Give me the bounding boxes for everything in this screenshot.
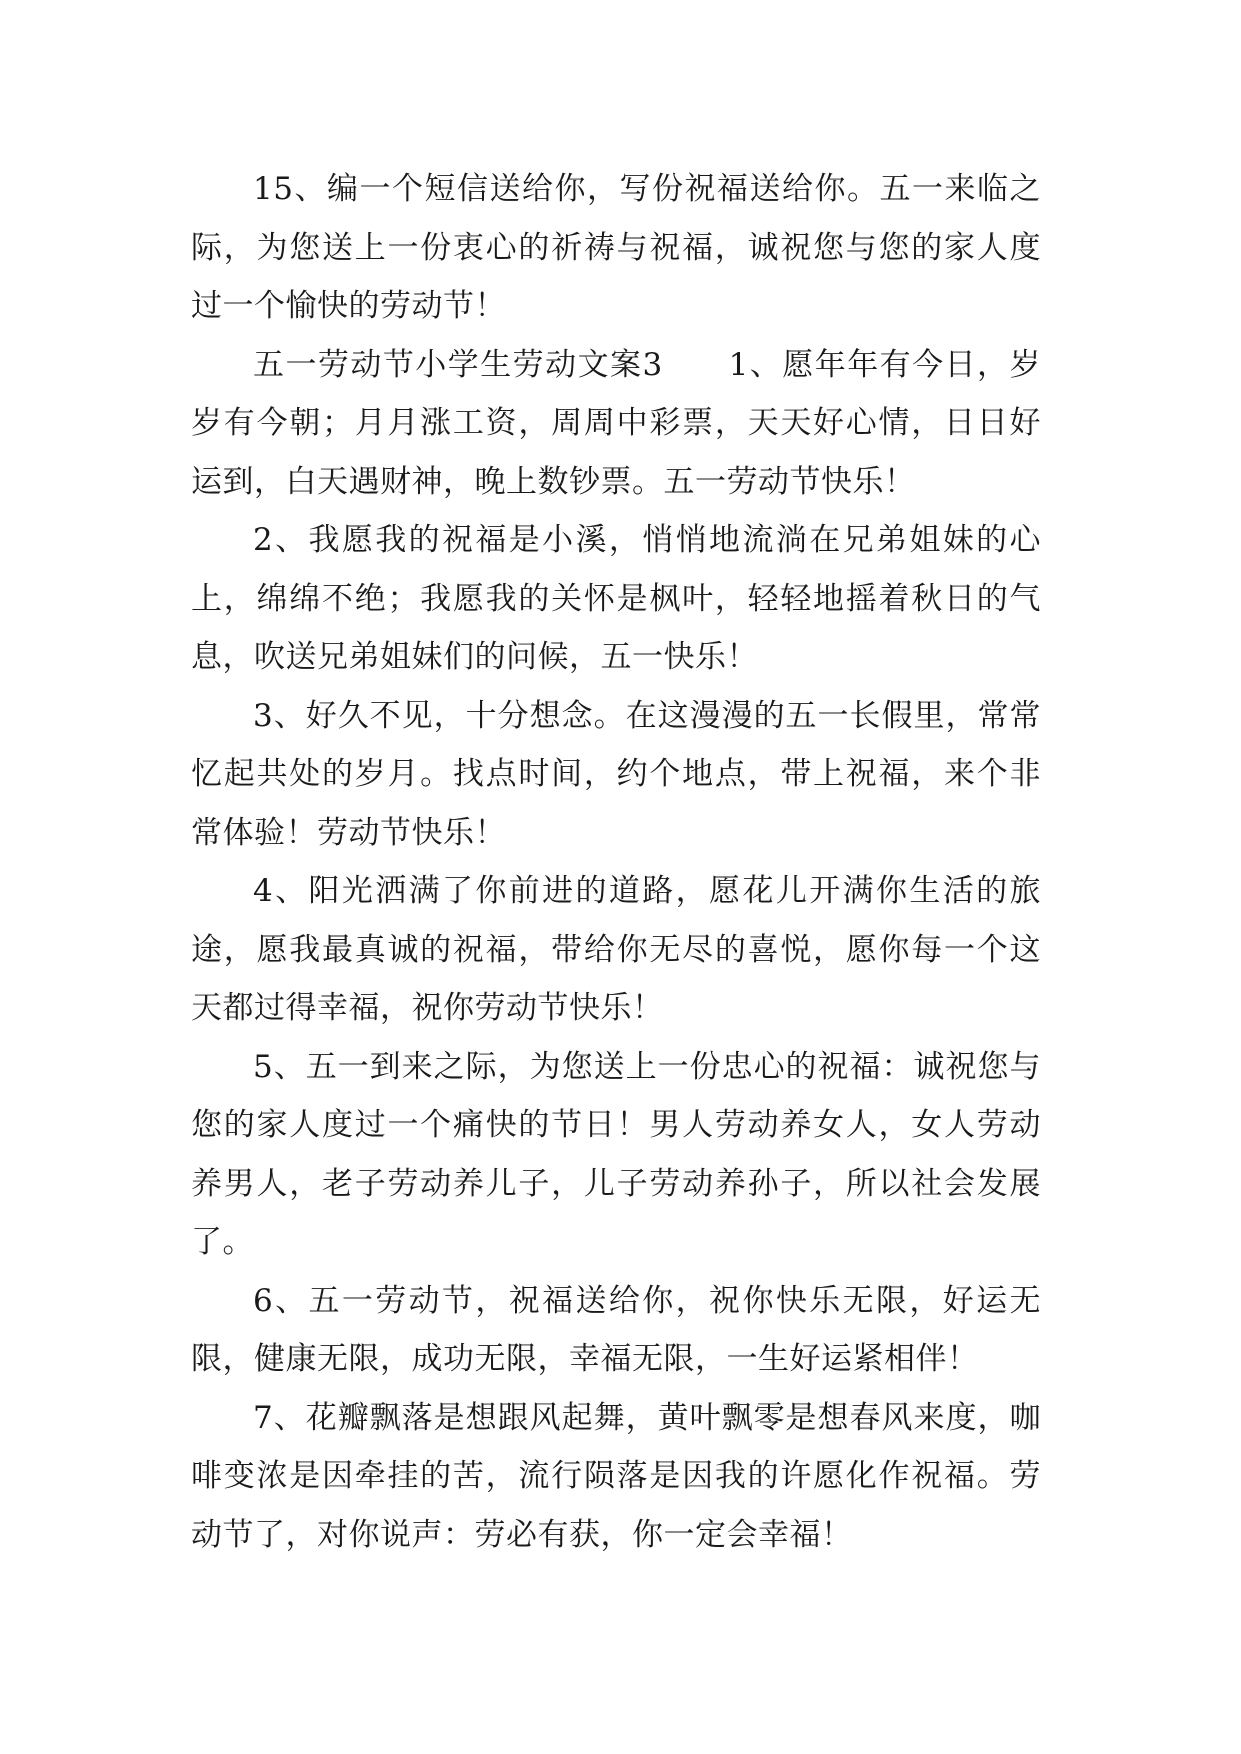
paragraph-item-6: 6、五一劳动节，祝福送给你，祝你快乐无限，好运无限，健康无限，成功无限，幸福无限，一生好运紧相伴！ bbox=[191, 1282, 1041, 1377]
paragraph-15: 15、编一个短信送给你，写份祝福送给你。五一来临之际，为您送上一份衷心的祈祷与祝福，诚祝您与您的家人度过一个愉快的劳动节！ bbox=[191, 171, 1041, 324]
paragraph-item-7: 7、花瓣飘落是想跟风起舞，黄叶飘零是想春风来度，咖啡变浓是因牵挂的苦，流行陨落是因我的许愿化作祝福。劳动节了，对你说声：劳必有获，你一定会幸福！ bbox=[191, 1399, 1041, 1553]
paragraph-item-4: 4、阳光洒满了你前进的道路，愿花儿开满你生活的旅途，愿我最真诚的祝福，带给你无尽的喜悦，愿你每一个这天都过得幸福，祝你劳动节快乐！ bbox=[191, 873, 1041, 1026]
paragraph-item-3: 3、好久不见，十分想念。在这漫漫的五一长假里，常常忆起共处的岁月。找点时间，约个地点，带上祝福，来个非常体验！劳动节快乐！ bbox=[191, 697, 1041, 851]
paragraph-item-5: 5、五一到来之际，为您送上一份忠心的祝福：诚祝您与您的家人度过一个痛快的节日！男人劳动养女人，女人劳动养男人，老子劳动养儿子，儿子劳动养孙子，所以社会发展了。 bbox=[191, 1048, 1041, 1260]
document-body bbox=[191, 160, 1041, 1564]
paragraph-section-3-item-1: 五一劳动节小学生劳动文案3 1、愿年年有今日，岁岁有今朝；月月涨工资，周周中彩票，天天好心情，日日好运到，白天遇财神，晚上数钞票。五一劳动节快乐！ bbox=[191, 346, 1041, 500]
paragraph-item-2: 2、我愿我的祝福是小溪，悄悄地流淌在兄弟姐妹的心上，绵绵不绝；我愿我的关怀是枫叶，轻轻地摇着秋日的气息，吹送兄弟姐妹们的问候，五一快乐！ bbox=[191, 522, 1041, 675]
